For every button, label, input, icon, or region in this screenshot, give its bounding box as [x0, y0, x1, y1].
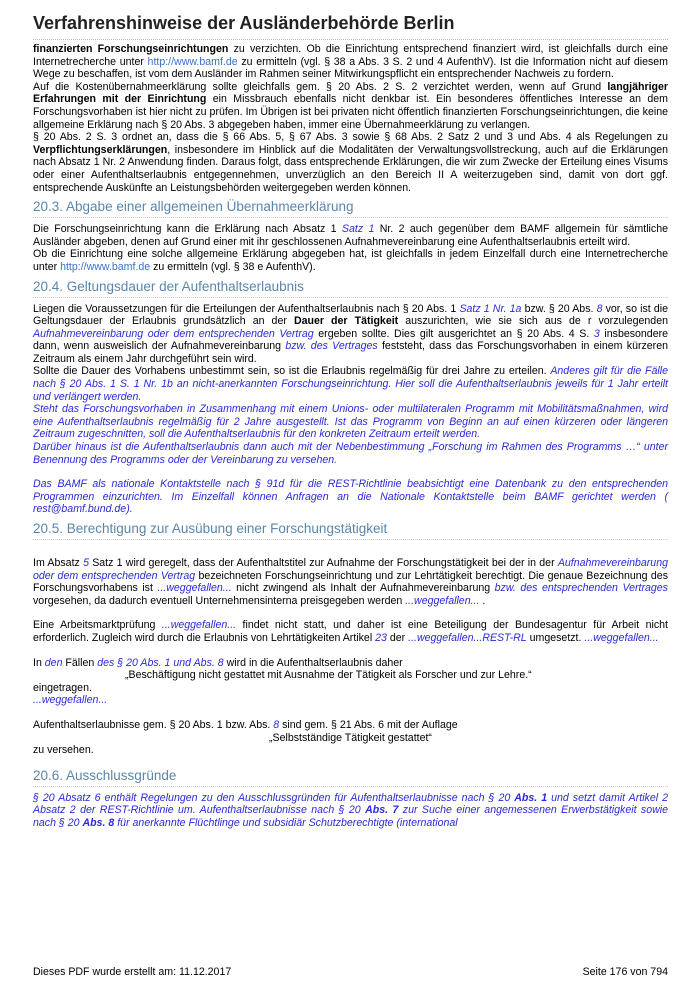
text: Liegen die Voraussetzungen für die Erteilungen der Aufenthaltserlaubnis nach § 20 Abs. 1: [33, 302, 460, 315]
text: feststeht, dass das Forschungsvorhaben in einem kürzeren Zeitraum als einem Jahr durchgeführt sein wird.: [33, 340, 668, 365]
text: Nr. 2 auch gegenüber dem BAMF allgemein für sämtliche Ausländer abgeben, denen auf Grund einer mit ihr geschlossenen Aufnahmevereinbarung eine Aufenthaltserlaubnis erteilt wird.: [33, 223, 668, 248]
italic-text: ...weggefallen...: [161, 619, 237, 632]
italic-paragraph: ...weggefallen...: [33, 694, 108, 707]
italic-text: bzw. des entsprechenden Vertrages: [494, 582, 668, 595]
paragraph: [33, 43, 668, 81]
paragraph: [33, 223, 668, 248]
paragraph: eingetragen.: [33, 681, 92, 694]
text: bezeichneten Forschungseinrichtung und zur Lehrtätigkeit berechtigt. Die genaue Bezeichnung des Forschungsvorhabens ist: [33, 569, 668, 595]
bamf-link[interactable]: http://www.bamf.de: [60, 260, 151, 273]
bold-text: Dauer der Tätigkeit: [293, 315, 399, 328]
paragraph: [33, 81, 668, 131]
italic-text: ...weggefallen...: [405, 594, 480, 607]
italic-text: ...weggefallen...: [584, 631, 659, 644]
text: Fällen: [62, 656, 98, 669]
document-title: Verfahrenshinweise der Ausländerbehörde Berlin: [33, 13, 455, 33]
text: zu ermitteln (vgl. § 38 a Abs. 3 S. 2 und 4 AufenthV). Ist die Information nicht auf diesem Wege zu beschaffen, ist vom dem Ausländer im Rahmen seiner Mitwirkungspflicht ein entsprechender Nachweis zu fordern.: [33, 55, 668, 81]
italic-text: 23: [375, 631, 387, 644]
bold-italic-text: Abs. 8: [82, 816, 115, 829]
italic-text: zur Suche einer angemessenen Erwerbstätigkeit sowie nach § 20: [33, 804, 668, 829]
text: Auf die Kostenübernahmeerklärung sollte gleichfalls gem. § 20 Abs. 2 S. 2 verzichtet werden, wenn auf Grund: [33, 80, 608, 93]
paragraph: [33, 131, 668, 194]
text: Ob die Einrichtung eine solche allgemeine Erklärung abgegeben hat, ist gleichfalls in jedem Einzelfall durch eine Internetrecherche unter: [33, 248, 668, 273]
text: In: [33, 656, 45, 669]
quoted-text: „Beschäftigung nicht gestattet mit Ausnahme der Tätigkeit als Forscher und zur Lehre.“: [125, 669, 532, 682]
text: auszurichten, wie sie sich aus de r vorzulegenden: [398, 315, 668, 328]
text: Aufenthaltserlaubnisse gem. § 20 Abs. 1 bzw. Abs.: [33, 718, 274, 731]
text: ergeben sollte. Dies gilt ausgerichtet an § 20 Abs. 4 S.: [313, 327, 594, 340]
text: zu ermitteln (vgl. § 38 e AufenthV).: [150, 260, 316, 273]
footer-created-date: Dieses PDF wurde erstellt am: 11.12.2017: [33, 966, 232, 978]
section-heading-20-6: 20.6. Ausschlussgründe: [33, 768, 668, 787]
italic-text: des § 20 Abs. 1 und Abs. 8: [97, 656, 224, 669]
italic-paragraph: [33, 478, 668, 516]
bold-text: langjähriger Erfahrungen mit der Einrichtung: [33, 80, 668, 106]
bold-italic-text: Abs. 7: [365, 804, 399, 817]
italic-paragraph: Darüber hinaus ist die Aufenthaltserlaubnis dann auch mit der Nebenbestimmung „Forschung im Rahmen des Programms …“ unter Benennung des Programms oder der Vereinbarung zu versehen.: [33, 441, 668, 466]
text: ein Missbrauch ebenfalls nicht denkbar ist. Ein besonderes öffentliches Interesse an dem Forschungsvorhaben ist hier nicht zu prüfen. Im Übrigen ist bei privaten nicht öffentlich finanzierten Forschungseinrichtungen, die keine allgemeine Erklärung nach § 20 Abs. 3 abgegeben haben, immer eine Übernahmeerklärung zu verlangen.: [33, 93, 668, 131]
page-footer: [33, 966, 668, 978]
page-header: [33, 12, 668, 40]
italic-text: ...weggefallen...: [157, 582, 232, 595]
italic-text: ).: [126, 503, 133, 516]
text: Im Absatz: [33, 557, 84, 569]
bold-italic-text: Abs. 1: [514, 791, 548, 804]
italic-text: Das BAMF als nationale Kontaktstelle nach § 91d für die REST-Richtlinie beabsichtigt eine Datenbank zu den entsprechenden Programmen einzurichten. Im Einzelfall können Anfragen an die Nationale Kontaktstelle beim BAMF gerichtet werden (: [33, 478, 668, 503]
text: umgesetzt.: [526, 631, 585, 644]
italic-text: Aufnahmevereinbarung oder dem entsprechenden Vertrag: [33, 557, 668, 582]
section-heading-20-3: 20.3. Abgabe einer allgemeinen Übernahmeerklärung: [33, 199, 668, 218]
text: findet nicht statt, und daher ist eine Beteiligung der Bundesagentur für Arbeit nicht erforderlich. Zugleich wird durch die Erlaubnis von Lehrtätigkeiten Artikel: [33, 619, 668, 644]
text: vorgesehen, da dadurch eventuell Unternehmensinterna preisgegeben werden: [33, 594, 406, 607]
italic-paragraph: [33, 792, 668, 830]
text: § 20 Abs. 2 S. 3 ordnet an, dass die § 66 Abs. 5, § 67 Abs. 3 sowie § 68 Abs. 2 Satz 2 und 3 und Abs. 4 als Regelungen zu: [33, 131, 668, 144]
text: , insbesondere im Hinblick auf die Modalitäten der Verwaltungsvollstreckung, auch auf die Erklärungen nach Absatz 1 Nr. 2 Anwendung finden. Daraus folgt, dass entsprechende Erklärungen, die wir zum Zwecke der Erteilung eines Visums oder einer Aufenthaltserlaubnis entgegennehmen, unverzüglich an den Bereich II A weiterzugeben sind, damit von dort ggf. entsprechende Auskünfte an Leistungsbehörden weitergegeben werden können.: [33, 143, 668, 194]
quote-line: [33, 669, 668, 682]
italic-text: für anerkannte Flüchtlinge und subsidiär Schutzberechtigte (international: [114, 816, 458, 829]
italic-text: Satz 1 Nr. 1a: [459, 302, 522, 315]
quoted-text: „Selbstständige Tätigkeit gestattet“: [269, 731, 432, 744]
italic-text: Satz 1: [341, 223, 375, 236]
italic-text: und setzt damit Artikel 2 Absatz 2 der REST-Richtlinie um. Aufenthaltserlaubnisse nach § 20: [33, 791, 668, 817]
document-body: [33, 43, 668, 830]
quote-line: [33, 732, 668, 745]
text: zu verzichten. Ob die Einrichtung entsprechend finanziert wird, ist gleichfalls durch eine Internetrecherche unter: [33, 43, 669, 68]
text: nicht zwingend als Inhalt der Aufnahmevereinbarung: [231, 582, 495, 595]
section-heading-20-5: 20.5. Berechtigung zur Ausübung einer Forschungstätigkeit: [33, 521, 668, 540]
text: Satz 1 wird geregelt, dass der Aufenthaltstitel zur Aufnahme der Forschungstätigkeit bei der in der: [88, 557, 558, 569]
italic-text: 8: [273, 718, 280, 731]
italic-text: 3: [593, 327, 600, 340]
paragraph: [33, 657, 668, 670]
italic-text: ...weggefallen...REST-RL: [408, 631, 527, 644]
italic-text: § 20 Absatz 6 enthält Regelungen zu den Ausschlussgründen für Aufenthaltserlaubnisse nach § 20: [33, 791, 515, 804]
italic-text: 8: [596, 302, 603, 315]
text: bzw. § 20 Abs.: [521, 302, 597, 315]
header-divider: [33, 39, 668, 40]
paragraph: [33, 619, 668, 644]
text: vor, so ist die Geltungsdauer der Erlaubnis grundsätzlich an der: [33, 302, 668, 328]
italic-text: den: [44, 656, 63, 669]
italic-text: 5: [83, 557, 89, 569]
bold-text: Verpflichtungserklärungen: [33, 143, 168, 156]
section-heading-20-4: 20.4. Geltungsdauer der Aufenthaltserlaubnis: [33, 279, 668, 298]
text: sind gem. § 21 Abs. 6 mit der Auflage: [279, 718, 458, 731]
text: .: [479, 594, 486, 607]
email-link[interactable]: rest@bamf.bund.de: [33, 503, 127, 516]
italic-paragraph: Steht das Forschungsvorhaben in Zusammenhang mit einem Unions- oder multilateralen Programm mit Mobilitätsmaßnahmen, wird eine Aufenthaltserlaubnis regelmäßig für 2 Jahre ausgestellt. Ist das Programm von Beginn an auf einen kürzeren oder längeren Zeitraum zugeschnitten, soll die Aufenthaltserlaubnis für den konkreten Zeitraum erteilt werden.: [33, 403, 668, 441]
paragraph: [33, 719, 668, 732]
bamf-link[interactable]: http://www.bamf.de: [147, 55, 238, 68]
text: insbesondere dann, wenn ausweislich der Aufnahmevereinbarung: [33, 327, 669, 353]
paragraph: zu versehen.: [33, 744, 94, 757]
text: wird in die Aufenthaltserlaubnis daher: [223, 656, 403, 669]
text: Eine Arbeitsmarktprüfung: [33, 619, 162, 632]
paragraph: [33, 303, 668, 366]
paragraph: [33, 365, 668, 403]
text: Sollte die Dauer des Vorhabens unbestimmt sein, so ist die Erlaubnis regelmäßig für drei Jahre zu erteilen.: [33, 365, 551, 378]
footer-page-number: Seite 176 von 794: [582, 966, 668, 978]
italic-text: Aufnahmevereinbarung oder dem entsprechenden Vertrag: [33, 327, 314, 340]
text: der: [386, 631, 409, 644]
bold-text: finanzierten Forschungseinrichtungen: [33, 43, 229, 55]
paragraph: [33, 248, 668, 273]
italic-text: bzw. des Vertrages: [285, 340, 378, 353]
italic-text: Anderes gilt für die Fälle nach § 20 Abs. 1 S. 1 Nr. 1b an nicht-anerkannten Forschungseinrichtung. Hier soll die Aufenthaltserlaubnis jeweils für 1 Jahr erteilt und verlängert werden.: [33, 365, 668, 403]
paragraph: [33, 557, 668, 607]
text: Die Forschungseinrichtung kann die Erklärung nach Absatz 1: [33, 223, 342, 236]
